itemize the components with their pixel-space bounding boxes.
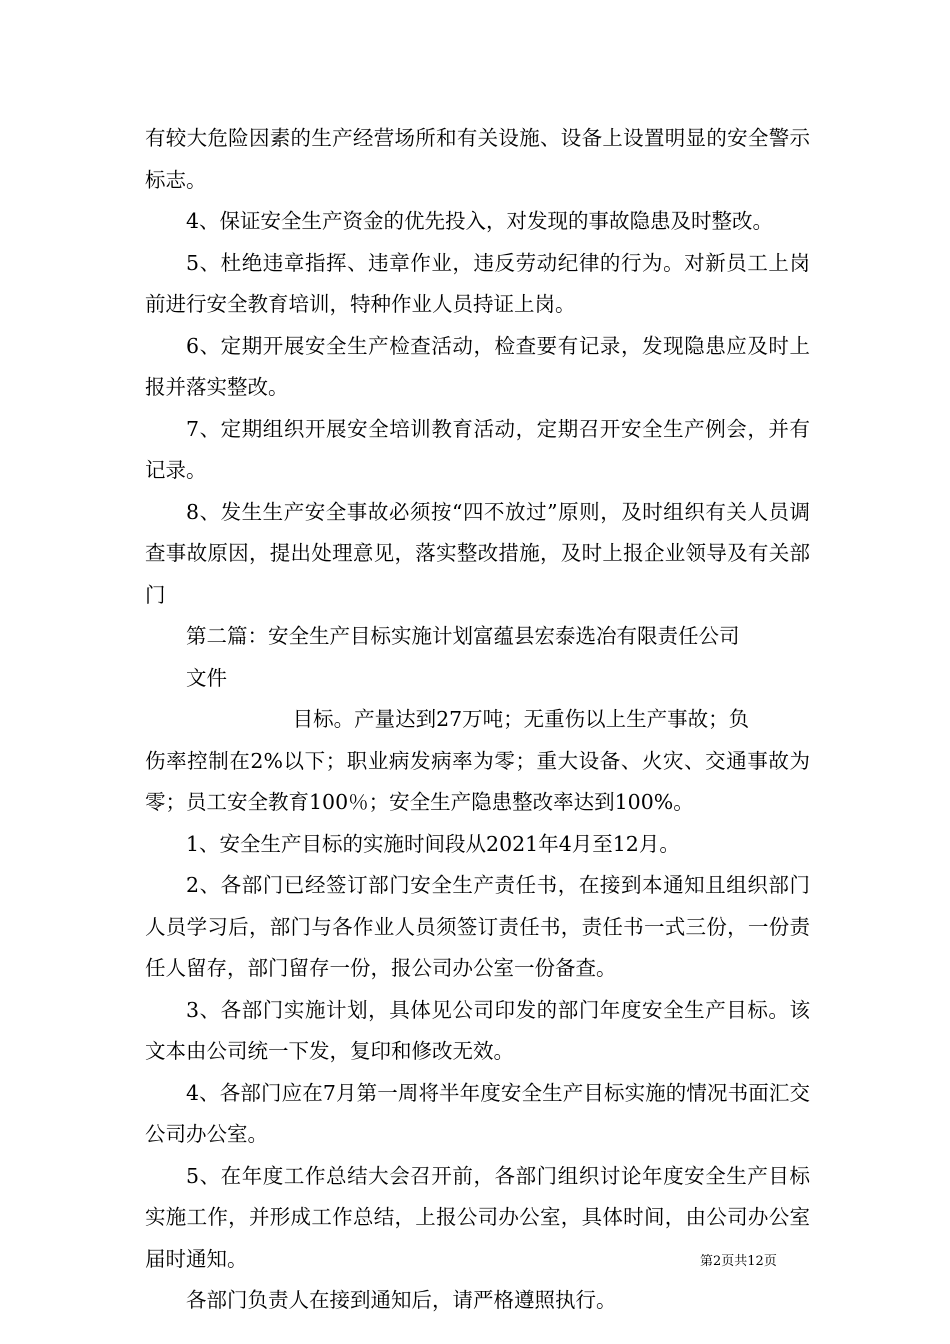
paragraph-item-4: 4、保证安全生产资金的优先投入，对发现的事故隐患及时整改。 [186,209,774,233]
page-number: 第2页共12页 [700,1254,777,1269]
plan-item-5: 5、在年度工作总结大会召开前，各部门组织讨论年度安全生产目标实施工作，并形成工作总结，上报公司办公室，具体时间，由公司办公室届时通知。 [145,1163,810,1271]
closing-instruction: 各部门负责人在接到通知后，请严格遵照执行。 [186,1288,617,1312]
paragraph-item-8: 8、发生生产安全事故必须按“四不放过”原则，及时组织有关人员调查事故原因，提出处理意见，落实整改措施，及时上报企业领导及有关部门 [145,499,810,607]
section-title: 第二篇：安全生产目标实施计划富蕴县宏泰选冶有限责任公司 [186,624,740,648]
target-statement-first-line: 目标。产量达到27万吨；无重伤以上生产事故；负 [292,707,750,731]
paragraph-safety-signs: 有较大危险因素的生产经营场所和有关设施、设备上设置明显的安全警示标志。 [145,126,810,192]
paragraph-item-6: 6、定期开展安全生产检查活动，检查要有记录，发现隐患应及时上报并落实整改。 [145,333,810,399]
paragraph-item-7: 7、定期组织开展安全培训教育活动，定期召开安全生产例会，并有记录。 [145,416,810,482]
plan-item-4: 4、各部门应在7月第一周将半年度安全生产目标实施的情况书面汇交公司办公室。 [145,1080,810,1146]
plan-item-2: 2、各部门已经签订部门安全生产责任书，在接到本通知且组织部门人员学习后，部门与各作业人员须签订责任书，责任书一式三份，一份责任人留存，部门留存一份，报公司办公室一份备查。 [145,873,810,980]
target-statement-rest: 伤率控制在2%以下；职业病发病率为零；重大设备、火灾、交通事故为零；员工安全教育100％；安全生产隐患整改率达到100%。 [145,748,810,814]
plan-item-1: 1、安全生产目标的实施时间段从2021年4月至12月。 [186,831,680,856]
document-body [145,118,810,1322]
section-title-continuation: 文件 [186,665,227,690]
paragraph-item-5: 5、杜绝违章指挥、违章作业，违反劳动纪律的行为。对新员工上岗前进行安全教育培训，特种作业人员持证上岗。 [145,250,810,316]
plan-item-3: 3、各部门实施计划，具体见公司印发的部门年度安全生产目标。该文本由公司统一下发，复印和修改无效。 [145,997,810,1063]
